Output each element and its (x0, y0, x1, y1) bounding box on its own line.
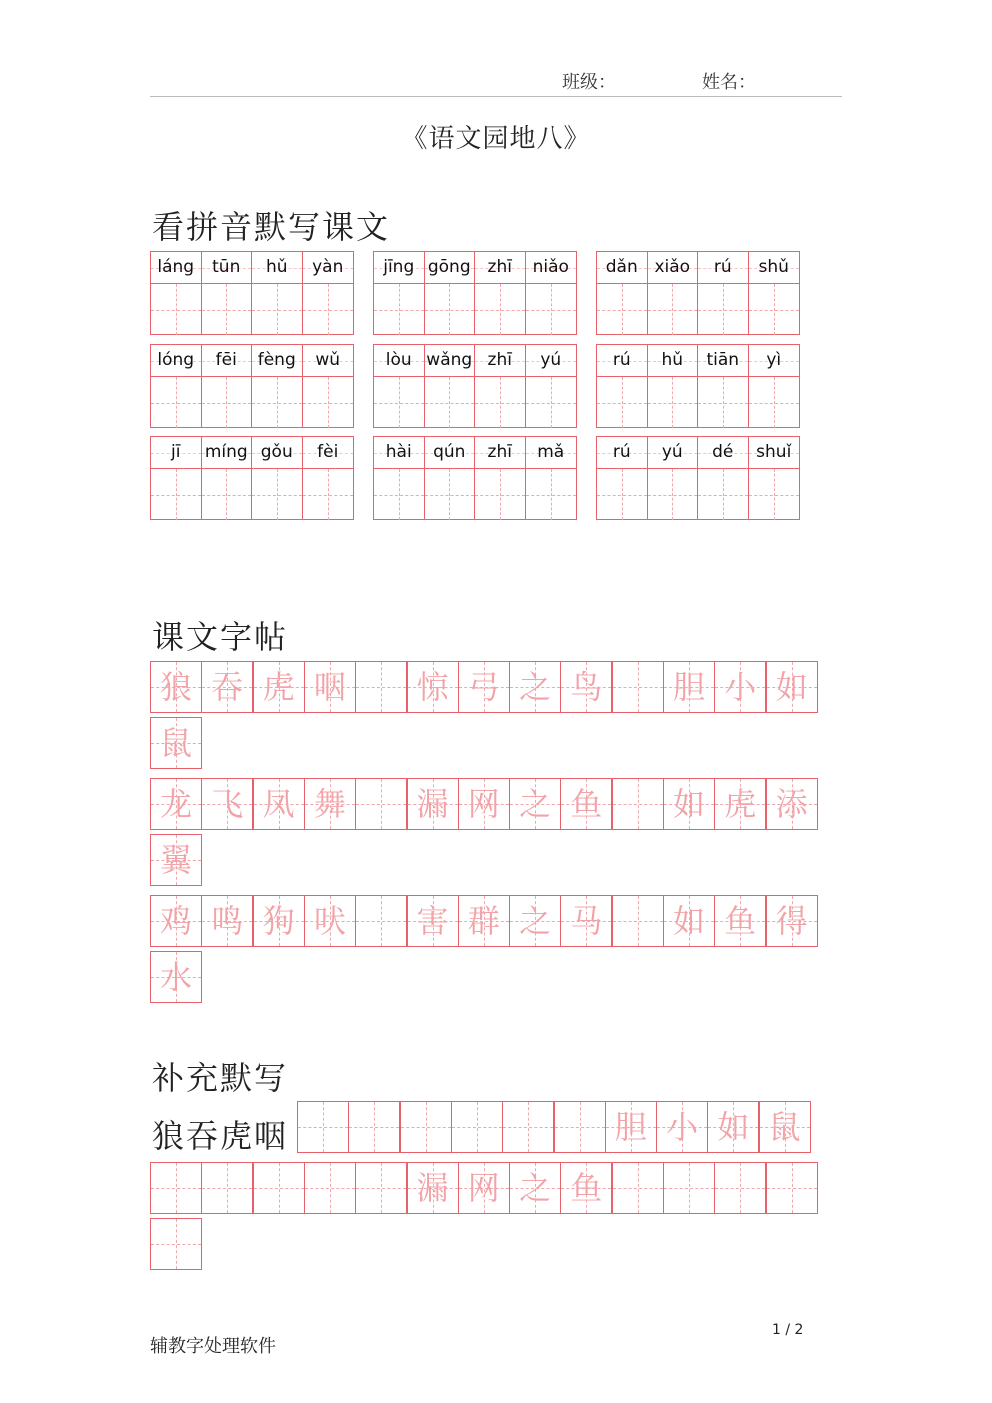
pinyin-text: láng (157, 257, 195, 277)
trace-character: 凤 (262, 785, 295, 823)
writing-box[interactable] (698, 284, 748, 335)
trace-character: 如 (672, 902, 705, 940)
pinyin-label (425, 437, 475, 469)
pinyin-column (749, 345, 800, 427)
writing-box[interactable] (252, 284, 302, 335)
trace-cell[interactable] (560, 778, 612, 830)
pinyin-text: yì (766, 350, 782, 370)
trace-cell[interactable] (407, 778, 459, 830)
writing-box[interactable] (597, 284, 647, 335)
writing-box[interactable] (252, 377, 302, 428)
pinyin-text: tūn (212, 257, 241, 277)
trace-character: 之 (519, 1169, 552, 1207)
pinyin-text: shuǐ (756, 442, 792, 462)
writing-box[interactable] (425, 377, 475, 428)
trace-character: 小 (724, 668, 757, 706)
trace-cell[interactable] (150, 661, 202, 713)
trace-cell[interactable] (605, 1101, 657, 1153)
pinyin-column (698, 437, 749, 519)
writing-box[interactable] (303, 469, 354, 520)
writing-box[interactable] (151, 284, 201, 335)
pinyin-column (698, 345, 749, 427)
trace-cell[interactable] (560, 661, 612, 713)
pinyin-column (374, 252, 425, 334)
trace-character: 飞 (211, 785, 244, 823)
pinyin-label (475, 437, 525, 469)
pinyin-group (150, 344, 354, 428)
pinyin-label (202, 345, 252, 377)
pinyin-group (373, 344, 577, 428)
pinyin-column (749, 437, 800, 519)
trace-cell[interactable] (407, 895, 459, 947)
trace-character: 如 (717, 1108, 750, 1146)
trace-character: 之 (519, 668, 552, 706)
trace-character: 网 (467, 785, 500, 823)
pinyin-column (303, 252, 354, 334)
pinyin-text: lòu (385, 350, 412, 370)
writing-box[interactable] (252, 469, 302, 520)
pinyin-label (749, 252, 800, 284)
pinyin-column (475, 437, 526, 519)
trace-character: 网 (467, 1169, 500, 1207)
trace-character: 鼠 (768, 1108, 801, 1146)
pinyin-text: dǎn (605, 257, 638, 277)
writing-box[interactable] (303, 377, 354, 428)
trace-cell[interactable] (663, 895, 715, 947)
pinyin-column (597, 437, 648, 519)
trace-character: 虎 (262, 668, 295, 706)
pinyin-column (303, 437, 354, 519)
blank-cell[interactable] (355, 661, 407, 713)
pinyin-text: tiān (706, 350, 740, 370)
writing-box[interactable] (202, 377, 252, 428)
pinyin-column (202, 345, 253, 427)
pinyin-label (202, 437, 252, 469)
pinyin-label (374, 345, 424, 377)
pinyin-column (526, 345, 577, 427)
writing-box[interactable] (374, 469, 424, 520)
pinyin-label (374, 437, 424, 469)
trace-character: 鱼 (570, 785, 603, 823)
pinyin-column (425, 252, 476, 334)
trace-cell[interactable] (458, 661, 510, 713)
blank-cell[interactable] (150, 1218, 202, 1270)
pinyin-label (597, 437, 647, 469)
blank-cell[interactable] (554, 1101, 606, 1153)
writing-box[interactable] (475, 469, 525, 520)
blank-cell[interactable] (612, 1162, 664, 1214)
pinyin-text: hǔ (661, 350, 684, 370)
writing-box[interactable] (526, 284, 577, 335)
pinyin-text: hǔ (265, 257, 288, 277)
pinyin-label (749, 345, 800, 377)
pinyin-text: qún (433, 442, 466, 462)
pinyin-text: lóng (157, 350, 195, 370)
blank-cell[interactable] (502, 1101, 554, 1153)
writing-box[interactable] (698, 469, 748, 520)
trace-cell[interactable] (150, 895, 202, 947)
blank-cell[interactable] (714, 1162, 766, 1214)
trace-character: 之 (519, 902, 552, 940)
trace-cell[interactable] (663, 778, 715, 830)
trace-character: 狗 (262, 902, 295, 940)
blank-cell[interactable] (355, 778, 407, 830)
pinyin-label (648, 437, 698, 469)
trace-cell[interactable] (707, 1101, 759, 1153)
trace-character: 鸣 (211, 902, 244, 940)
trace-cell[interactable] (150, 778, 202, 830)
pinyin-text: jī (171, 442, 181, 462)
pinyin-text: wǔ (315, 350, 341, 370)
trace-character: 鸟 (570, 668, 603, 706)
trace-character: 鱼 (724, 902, 757, 940)
pinyin-text: yú (661, 442, 683, 462)
supplement-prompt: 狼吞虎咽 (152, 1117, 289, 1155)
header-divider (150, 96, 842, 97)
pinyin-label (648, 252, 698, 284)
blank-cell[interactable] (400, 1101, 452, 1153)
trace-cell[interactable] (766, 661, 818, 713)
trace-cell[interactable] (201, 778, 253, 830)
pinyin-column (698, 252, 749, 334)
writing-box[interactable] (648, 469, 698, 520)
pinyin-column (252, 252, 303, 334)
writing-box[interactable] (648, 284, 698, 335)
trace-cell[interactable] (509, 778, 561, 830)
writing-box[interactable] (202, 284, 252, 335)
pinyin-label (303, 437, 354, 469)
writing-box[interactable] (374, 377, 424, 428)
pinyin-label (475, 252, 525, 284)
writing-box[interactable] (151, 469, 201, 520)
trace-cell[interactable] (766, 778, 818, 830)
pinyin-text: rú (612, 442, 631, 462)
writing-box[interactable] (374, 284, 424, 335)
pinyin-text: fēi (215, 350, 237, 370)
blank-cell[interactable] (663, 1162, 715, 1214)
trace-character: 咽 (313, 668, 346, 706)
pinyin-label (252, 252, 302, 284)
pinyin-column (475, 252, 526, 334)
pinyin-label (151, 345, 201, 377)
trace-character: 胆 (672, 668, 705, 706)
blank-cell[interactable] (451, 1101, 503, 1153)
pinyin-column (475, 345, 526, 427)
pinyin-column (425, 345, 476, 427)
writing-box[interactable] (425, 284, 475, 335)
pinyin-label (526, 345, 577, 377)
blank-cell[interactable] (355, 1162, 407, 1214)
pinyin-column (425, 437, 476, 519)
pinyin-text: rú (713, 257, 732, 277)
pinyin-column (648, 252, 699, 334)
pinyin-column (749, 252, 800, 334)
trace-character: 害 (416, 902, 449, 940)
pinyin-column (648, 345, 699, 427)
pinyin-column (526, 252, 577, 334)
blank-cell[interactable] (766, 1162, 818, 1214)
pinyin-label (597, 345, 647, 377)
pinyin-text: mǎ (537, 442, 565, 462)
trace-cell[interactable] (509, 1162, 561, 1214)
blank-cell[interactable] (355, 895, 407, 947)
pinyin-column (151, 345, 202, 427)
blank-cell[interactable] (201, 1162, 253, 1214)
pinyin-column (202, 437, 253, 519)
trace-character: 漏 (416, 1169, 449, 1207)
pinyin-text: jīng (383, 257, 415, 277)
trace-cell[interactable] (407, 1162, 459, 1214)
trace-character: 马 (570, 902, 603, 940)
pinyin-label (597, 252, 647, 284)
pinyin-label (698, 437, 748, 469)
pinyin-column (151, 437, 202, 519)
pinyin-label (648, 345, 698, 377)
trace-character: 群 (467, 902, 500, 940)
pinyin-column (648, 437, 699, 519)
trace-cell[interactable] (150, 951, 202, 1003)
pinyin-text: gǒu (260, 442, 293, 462)
pinyin-label (252, 437, 302, 469)
pinyin-group (596, 436, 800, 520)
section-title-copy: 课文字帖 (152, 618, 289, 656)
writing-box[interactable] (526, 377, 577, 428)
trace-character: 漏 (416, 785, 449, 823)
pinyin-text: zhī (487, 442, 512, 462)
class-label: 班级： (562, 72, 616, 93)
pinyin-text: dé (712, 442, 734, 462)
trace-cell[interactable] (458, 895, 510, 947)
name-label: 姓名： (702, 72, 756, 93)
pinyin-label (475, 345, 525, 377)
writing-box[interactable] (475, 284, 525, 335)
pinyin-label (151, 252, 201, 284)
blank-cell[interactable] (297, 1101, 349, 1153)
pinyin-column (303, 345, 354, 427)
pinyin-text: fèng (257, 350, 296, 370)
pinyin-column (202, 252, 253, 334)
pinyin-column (597, 252, 648, 334)
pinyin-text: yú (540, 350, 562, 370)
pinyin-label (252, 345, 302, 377)
pinyin-label (303, 345, 354, 377)
footer-software: 辅教字处理软件 (150, 1336, 276, 1357)
writing-box[interactable] (648, 377, 698, 428)
trace-cell[interactable] (253, 895, 305, 947)
trace-cell[interactable] (560, 1162, 612, 1214)
pinyin-group (373, 251, 577, 335)
writing-box[interactable] (526, 469, 577, 520)
pinyin-label (526, 437, 577, 469)
trace-character: 添 (775, 785, 808, 823)
trace-character: 如 (775, 668, 808, 706)
page-title: 《语文园地八》 (401, 124, 591, 154)
trace-cell[interactable] (714, 661, 766, 713)
trace-character: 舞 (313, 785, 346, 823)
trace-cell[interactable] (560, 895, 612, 947)
trace-character: 虎 (724, 785, 757, 823)
pinyin-label (425, 252, 475, 284)
pinyin-column (252, 437, 303, 519)
pinyin-label (749, 437, 800, 469)
trace-character: 如 (672, 785, 705, 823)
trace-cell[interactable] (150, 717, 202, 769)
pinyin-column (374, 345, 425, 427)
pinyin-group (150, 436, 354, 520)
trace-character: 吠 (313, 902, 346, 940)
trace-character: 胆 (614, 1108, 647, 1146)
trace-character: 狼 (159, 668, 192, 706)
writing-box[interactable] (475, 377, 525, 428)
trace-cell[interactable] (714, 895, 766, 947)
pinyin-group (373, 436, 577, 520)
trace-cell[interactable] (407, 661, 459, 713)
trace-cell[interactable] (253, 778, 305, 830)
trace-character: 得 (775, 902, 808, 940)
writing-box[interactable] (597, 469, 647, 520)
trace-cell[interactable] (201, 661, 253, 713)
pinyin-group (596, 344, 800, 428)
pinyin-text: yàn (312, 257, 344, 277)
trace-character: 水 (159, 958, 192, 996)
pinyin-text: míng (204, 442, 248, 462)
pinyin-label (698, 252, 748, 284)
page-number: 1 / 2 (772, 1322, 804, 1338)
blank-cell[interactable] (612, 895, 664, 947)
trace-character: 惊 (416, 668, 449, 706)
blank-cell[interactable] (612, 661, 664, 713)
trace-cell[interactable] (766, 895, 818, 947)
trace-character: 小 (666, 1108, 699, 1146)
trace-character: 弓 (467, 668, 500, 706)
pinyin-text: fèi (317, 442, 339, 462)
pinyin-text: hài (385, 442, 412, 462)
pinyin-column (526, 437, 577, 519)
trace-character: 龙 (159, 785, 192, 823)
trace-character: 鸡 (159, 902, 192, 940)
pinyin-text: wǎng (426, 350, 473, 370)
pinyin-text: xiǎo (654, 257, 691, 277)
pinyin-column (252, 345, 303, 427)
writing-box[interactable] (425, 469, 475, 520)
pinyin-text: shǔ (758, 257, 789, 277)
trace-character: 吞 (211, 668, 244, 706)
blank-cell[interactable] (612, 778, 664, 830)
writing-box[interactable] (597, 377, 647, 428)
pinyin-column (597, 345, 648, 427)
trace-character: 之 (519, 785, 552, 823)
pinyin-label (151, 437, 201, 469)
pinyin-text: gōng (427, 257, 471, 277)
writing-box[interactable] (303, 284, 354, 335)
pinyin-text: zhī (487, 350, 512, 370)
trace-cell[interactable] (663, 661, 715, 713)
writing-box[interactable] (749, 469, 800, 520)
section-title-pinyin: 看拼音默写课文 (152, 208, 391, 246)
pinyin-text: zhī (487, 257, 512, 277)
writing-box[interactable] (749, 284, 800, 335)
trace-character: 鼠 (159, 724, 192, 762)
trace-cell[interactable] (714, 778, 766, 830)
trace-cell[interactable] (253, 661, 305, 713)
trace-cell[interactable] (150, 834, 202, 886)
trace-cell[interactable] (304, 778, 356, 830)
pinyin-group (596, 251, 800, 335)
pinyin-text: rú (612, 350, 631, 370)
pinyin-label (374, 252, 424, 284)
blank-cell[interactable] (304, 1162, 356, 1214)
blank-cell[interactable] (348, 1101, 400, 1153)
trace-cell[interactable] (759, 1101, 811, 1153)
pinyin-column (151, 252, 202, 334)
blank-cell[interactable] (253, 1162, 305, 1214)
trace-cell[interactable] (458, 778, 510, 830)
pinyin-column (374, 437, 425, 519)
writing-box[interactable] (749, 377, 800, 428)
blank-cell[interactable] (150, 1162, 202, 1214)
trace-cell[interactable] (304, 661, 356, 713)
pinyin-label (303, 252, 354, 284)
pinyin-label (425, 345, 475, 377)
pinyin-label (698, 345, 748, 377)
pinyin-text: niǎo (532, 257, 569, 277)
section-title-supplement: 补充默写 (152, 1059, 289, 1097)
pinyin-label (202, 252, 252, 284)
pinyin-label (526, 252, 577, 284)
trace-cell[interactable] (509, 661, 561, 713)
trace-cell[interactable] (458, 1162, 510, 1214)
pinyin-group (150, 251, 354, 335)
writing-box[interactable] (151, 377, 201, 428)
trace-character: 鱼 (570, 1169, 603, 1207)
trace-character: 翼 (159, 841, 192, 879)
writing-box[interactable] (698, 377, 748, 428)
writing-box[interactable] (202, 469, 252, 520)
trace-cell[interactable] (201, 895, 253, 947)
trace-cell[interactable] (509, 895, 561, 947)
trace-cell[interactable] (304, 895, 356, 947)
trace-cell[interactable] (656, 1101, 708, 1153)
